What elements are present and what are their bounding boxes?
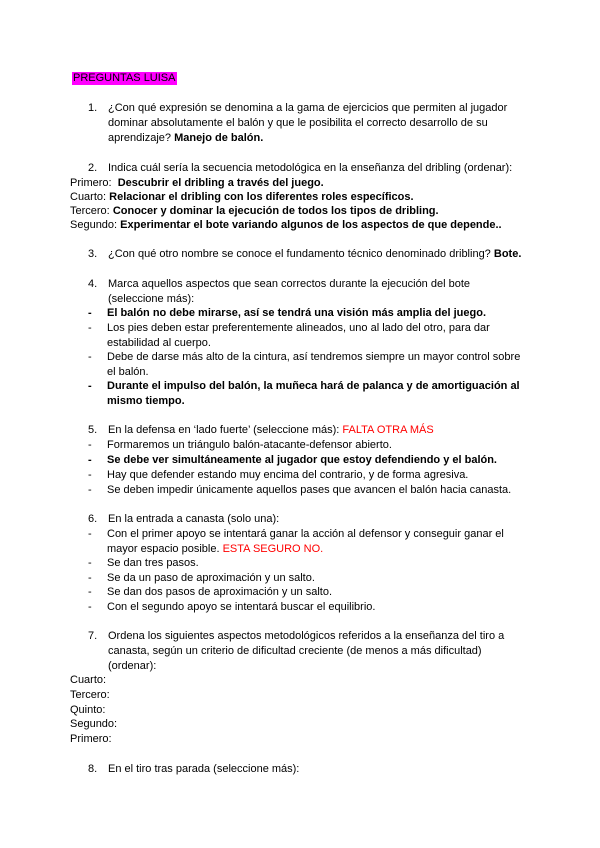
question-2 [88,161,528,176]
option-item: - Se deben impedir únicamente aquellos pases que avancen el balón hacia canasta. [88,484,512,496]
question-7 [88,629,528,674]
order-label: Cuarto: [70,674,107,686]
option-item: - Formaremos un triángulo balón-atacante-defensor abierto. [88,439,392,451]
question-text: En el tiro tras parada (seleccione más): [108,763,300,775]
option-item: - Se dan tres pasos. [88,557,199,569]
answer-text: Manejo de balón. [174,132,264,144]
option-item: - Con el segundo apoyo se intentará buscar el equilibrio. [88,601,376,613]
document-title: PREGUNTAS LUISA [73,72,176,84]
option-item: - Se debe ver simultáneamente al jugador que estoy defendiendo y el balón. [88,454,497,466]
question-number: 8. [88,763,98,775]
question-number: 4. [88,278,98,290]
option-item: - Los pies deben estar preferentemente alineados, uno al lado del otro, para dar estabilidad al cuerpo. [88,322,490,349]
question-text: En la defensa en ‘lado fuerte’ (seleccione más): [108,424,340,436]
question-4 [88,277,528,307]
question-text: ¿Con qué otro nombre se conoce el fundamento técnico denominado dribling? [108,248,491,260]
question-text: Indica cuál sería la secuencia metodológica en la enseñanza del dribling (ordenar): [108,162,513,174]
question-3 [88,247,548,262]
question-number: 5. [88,424,98,436]
question-6 [88,512,528,527]
review-note: ESTA SEGURO NO. [222,543,324,555]
question-text: Marca aquellos aspectos que sean correctos durante la ejecución del bote (seleccione más): [108,278,471,305]
question-number: 2. [88,162,98,174]
option-item: - Durante el impulso del balón, la muñeca hará de palanca y de amortiguación al mismo tiempo. [88,380,520,407]
question-8 [88,762,528,777]
order-line: Tercero: Conocer y dominar la ejecución de todos los tipos de dribling. [70,205,439,217]
order-label: Primero: [70,733,112,745]
question-number: 6. [88,513,98,525]
review-note: FALTA OTRA MÁS [342,424,434,436]
order-label: Segundo: [70,718,118,730]
order-label: Quinto: [70,704,106,716]
option-item: - Con el primer apoyo se intentará ganar la acción al defensor y conseguir ganar el mayor espacio posible. ESTA SEGURO NO. [88,528,504,555]
question-1 [88,101,528,146]
option-item: - Se da un paso de aproximación y un salto. [88,572,315,584]
order-line: Primero: Descubrir el dribling a través del juego. [70,177,324,189]
order-line: Segundo: Experimentar el bote variando algunos de los aspectos de que depende.. [70,219,502,231]
answer-text: Bote. [493,248,522,260]
option-item: - Se dan dos pasos de aproximación y un salto. [88,586,333,598]
question-number: 1. [88,102,98,114]
question-number: 7. [88,630,98,642]
question-number: 3. [88,248,98,260]
option-item: - Debe de darse más alto de la cintura, así tendremos siempre un mayor control sobre el balón. [88,351,521,378]
option-item: - El balón no debe mirarse, así se tendrá una visión más amplia del juego. [88,307,487,319]
option-item: - Hay que defender estando muy encima del contrario, y de forma agresiva. [88,469,469,481]
question-text: Ordena los siguientes aspectos metodológicos referidos a la enseñanza del tiro a canasta, según un criterio de dificultad creciente (de menos a más dificultad) (ordenar): [108,630,505,672]
question-text: ¿Con qué expresión se denomina a la gama de ejercicios que permiten al jugador dominar absolutamente el balón y que le posibilita el correcto desarrollo de su aprendizaje? [108,102,508,144]
order-label: Tercero: [70,689,110,701]
question-5 [88,423,528,438]
question-text: En la entrada a canasta (solo una): [108,513,280,525]
order-line: Cuarto: Relacionar el dribling con los diferentes roles específicos. [70,191,414,203]
